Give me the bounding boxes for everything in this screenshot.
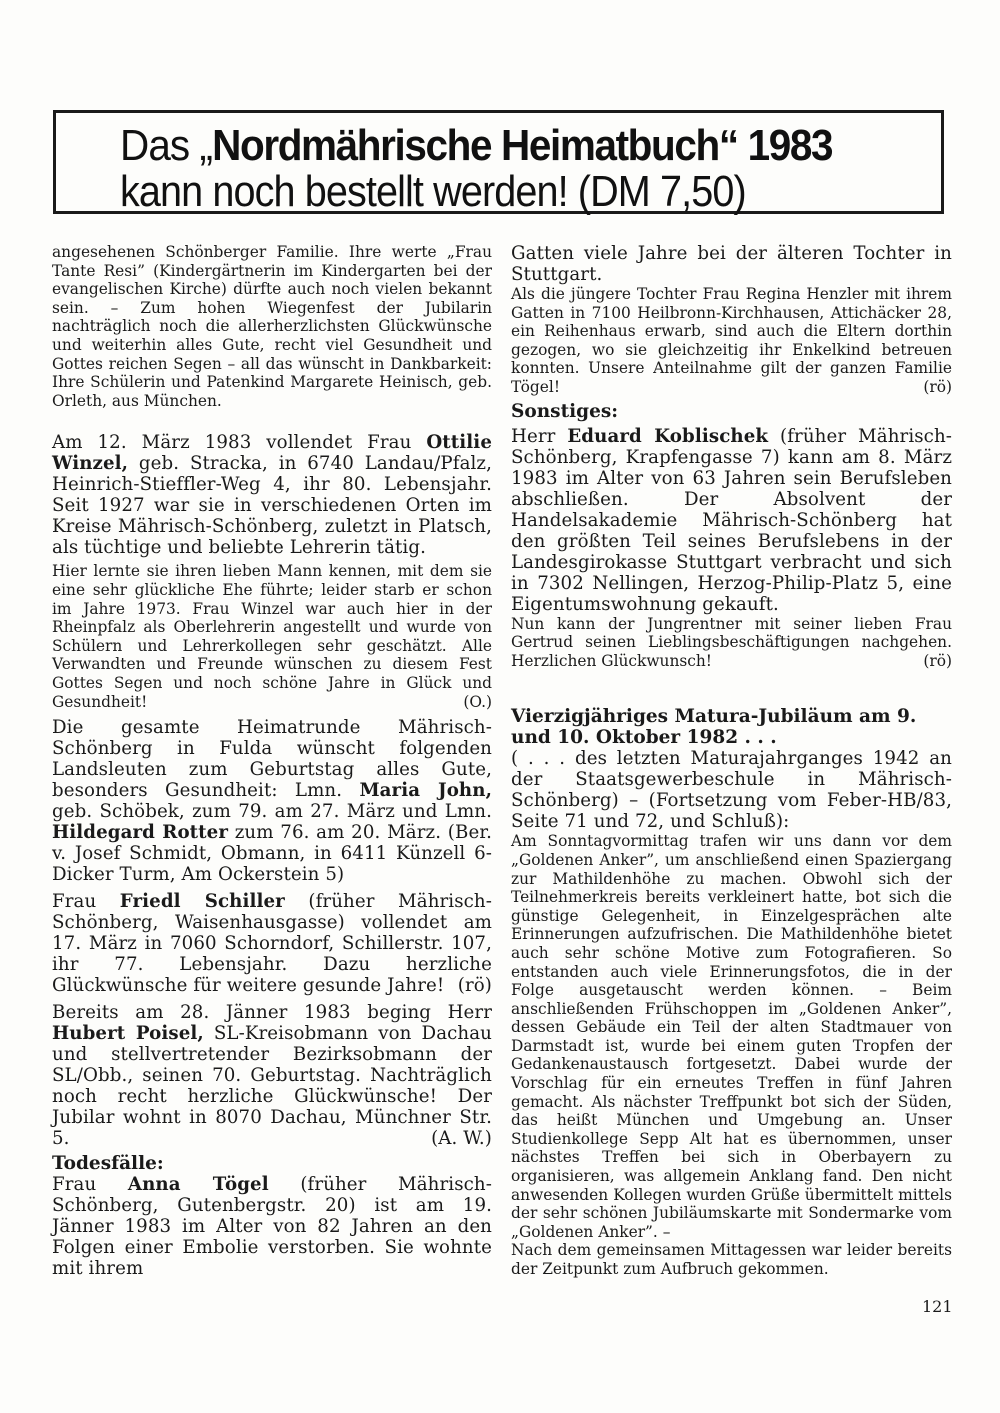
- paragraph-poisel: [52, 1002, 492, 1149]
- author-signature: (O.): [463, 692, 492, 711]
- text: Frau: [52, 1174, 128, 1196]
- heimatbuch-advert-box: [53, 110, 944, 214]
- paragraph-jungrentner: [511, 615, 952, 671]
- text: (früher Mährisch-Schönberg, Waisenhausgasse) vollendet am 17. März in 7060 Schorndorf, Schillerstr. 107, ihr 77. Lebensjahr. Dazu herzliche Glückwünsche für weitere gesunde Jahre!: [52, 891, 492, 997]
- text: zum 76. am 20. März. (Ber. v. Josef Schmidt, Obmann, in 6411 Künzell 6-Dicker Turm, Am Ockerstein 5): [52, 822, 492, 886]
- heading-todesfaelle: Todesfälle:: [52, 1153, 164, 1175]
- paragraph-schiller: [52, 891, 492, 996]
- paragraph-matura-report: Am Sonntagvormittag trafen wir uns dann vor dem „Goldenen Anker”, um anschließend einen Spaziergang zur Mathildenhöhe zu machen. Obwohl sich der Teilnehmerkreis bereits verkleinert hatte, bot sich die günstige Gelegenheit, in Einzelgesprächen alte Erinnerungen aufzufrischen. Die Mathildenhöhe bietet auch sehr schöne Motive zum Fotografieren. So entstanden auch viele Erinnerungsfotos, die in der Folge ausgetauscht werden können. – Beim anschließenden Frühschoppen im „Goldenen Anker”, dessen Gebäude ein Teil der alten Stadtmauer von Darmstadt ist, wurde bei einem guten Tropfen der Gedankenaustausch fortgesetzt. Dabei wurde der Vorschlag für ein erneutes Treffen in fünf Jahren gemacht. Als nächster Treffpunkt bot sich der Süden, das heißt München und Umgebung an. Unser Studienkollege Sepp Alt hat es übernommen, unser nächstes Treffen bei sich in Oberbayern zu organisieren, was allgemein Anklang fand. Den nicht anwesenden Kollegen wurden Grüße übermittelt mittels der sehr schönen Jubiläumskarte mit Sondermarke vom „Goldenen Anker”. –: [511, 832, 952, 1241]
- paragraph-toegel: [52, 1174, 492, 1279]
- advert-line-1: [120, 121, 832, 171]
- paragraph-toegel-continued: Gatten viele Jahre bei der älteren Tochter in Stuttgart.: [511, 243, 952, 285]
- paragraph-winzel: [52, 432, 492, 558]
- author-signature: (rö): [923, 651, 952, 670]
- paragraph-henzler: [511, 285, 952, 397]
- text: Am 12. März 1983 vollendet Frau: [52, 432, 427, 454]
- person-name: Friedl Schiller: [119, 891, 285, 913]
- heading-matura-jubilaeum: Vierzigjähriges Matura-Jubiläum am 9. und 10. Oktober 1982 . . .: [511, 706, 917, 749]
- person-name: Anna Tögel: [127, 1174, 269, 1196]
- text: Hier lernte sie ihren lieben Mann kennen, mit dem sie eine sehr glückliche Ehe führte; leider starb er schon im Jahre 1973. Frau Winzel war auch hier in der Rheinpfalz als Oberlehrerin angestellt und wurde von Schülern und Lehrerkollegen sehr geschätzt. Alle Verwandten und Freunde wünschen zu diesem Fest Gottes Segen und noch schöne Jahre in Glück und Gesundheit!: [52, 562, 492, 711]
- text: Herr: [511, 425, 568, 447]
- advert-line-2: kann noch bestellt werden! (DM 7,50): [120, 167, 746, 216]
- text: Nun kann der Jungrentner mit seiner lieben Frau Gertrud seinen Lieblingsbeschäftigungen nachgehen. Herzlichen Glückwunsch!: [511, 614, 952, 670]
- person-name: Hubert Poisel,: [52, 1023, 204, 1045]
- author-signature: (rö): [923, 377, 952, 396]
- author-signature: (A. W.): [431, 1128, 492, 1150]
- paragraph-heimatrunde-fulda: [52, 717, 492, 885]
- paragraph-winzel-continued: [52, 562, 492, 711]
- paragraph-tante-resi: angesehenen Schönberger Familie. Ihre werte „Frau Tante Resi” (Kindergärtnerin im Kindergarten bei der evangelischen Kirche) dürfte auch noch vielen bekannt sein. – Zum hohen Wiegenfest der Jubilarin nachträglich noch die allerherzlichsten Glückwünsche und weiterhin alles Gute, recht viel Gesundheit und Gottes reichen Segen – all das wünscht in Dankbarkeit: Ihre Schülerin und Patenkind Margarete Heinisch, geb. Orleth, aus München.: [52, 243, 492, 410]
- text: Frau: [52, 891, 120, 913]
- right-column: [511, 243, 952, 1279]
- text: geb. Schöbek, zum 79. am 27. März und Lmn.: [52, 801, 492, 823]
- text: Als die jüngere Tochter Frau Regina Henzler mit ihrem Gatten in 7100 Heilbronn-Kirchhausen, Attichäcker 28, ein Reihenhaus erwarb, sind auch die Eltern dorthin gezogen, wo sie gleichzeitig ihr Enkelkind betreuen konnten. Unsere Anteilnahme gilt der ganzen Familie Tögel!: [511, 285, 952, 396]
- left-column: [52, 243, 492, 1279]
- person-name: Ottilie Winzel,: [52, 432, 492, 475]
- author-signature: (rö): [457, 975, 492, 997]
- paragraph-matura-intro: ( . . . des letzten Maturajahrganges 1942 an der Staatsgewerbeschule in Mährisch-Schönberg) – (Fortsetzung vom Feber-HB/83, Seite 71 und 72, und Schluß):: [511, 748, 952, 833]
- advert-book-title: Nordmährische Heimatbuch“ 1983: [212, 121, 833, 170]
- paragraph-koblischek: [511, 426, 952, 615]
- text: geb. Stracka, in 6740 Landau/Pfalz, Heinrich-Stieffler-Weg 4, ihr 80. Lebensjahr. Seit 1927 war sie in verschiedenen Orten im Kreise Mährisch-Schönberg, zuletzt in Platsch, als tüchtige und beliebte Lehrerin tätig.: [52, 453, 492, 559]
- text: (früher Mährisch-Schönberg, Gutenbergstr. 20) ist am 19. Jänner 1983 im Alter von 82 Jahren an den Folgen einer Embolie verstorben. Sie wohnte mit ihrem: [52, 1174, 492, 1280]
- person-name: Maria John,: [359, 780, 493, 802]
- person-name: Hildegard Rotter: [52, 822, 229, 844]
- advert-text: Das „: [120, 121, 213, 170]
- paragraph-matura-closing: Nach dem gemeinsamen Mittagessen war leider bereits der Zeitpunkt zum Aufbruch gekommen.: [511, 1241, 952, 1278]
- person-name: Eduard Koblischek: [567, 425, 769, 447]
- heading-sonstiges: Sonstiges:: [511, 400, 619, 422]
- text: Bereits am 28. Jänner 1983 beging Herr: [52, 1002, 492, 1024]
- text: Die gesamte Heimatrunde Mährisch-Schönberg in Fulda wünscht folgenden Landsleuten zum Geburtstag alles Gute, besonders Gesundheit: Lmn.: [52, 717, 492, 802]
- text: (früher Mährisch-Schönberg, Krapfengasse 7) kann am 8. März 1983 im Alter von 63 Jahren sein Berufsleben abschließen. Der Absolvent der Handelsakademie Mährisch-Schönberg hat den größten Teil seines Berufslebens in der Landesgirokasse Stuttgart verbracht und sich in 7302 Nellingen, Herzog-Philip-Platz 5, eine Eigentumswohnung gekauft.: [511, 425, 953, 615]
- text: SL-Kreisobmann von Dachau und stellvertretender Bezirksobmann der SL/Obb., seinen 70. Geburtstag. Nachträglich noch recht herzliche Glückwünsche! Der Jubilar wohnt in 8070 Dachau, Münchner Str. 5.: [52, 1023, 492, 1150]
- page-number: 121: [922, 1297, 953, 1316]
